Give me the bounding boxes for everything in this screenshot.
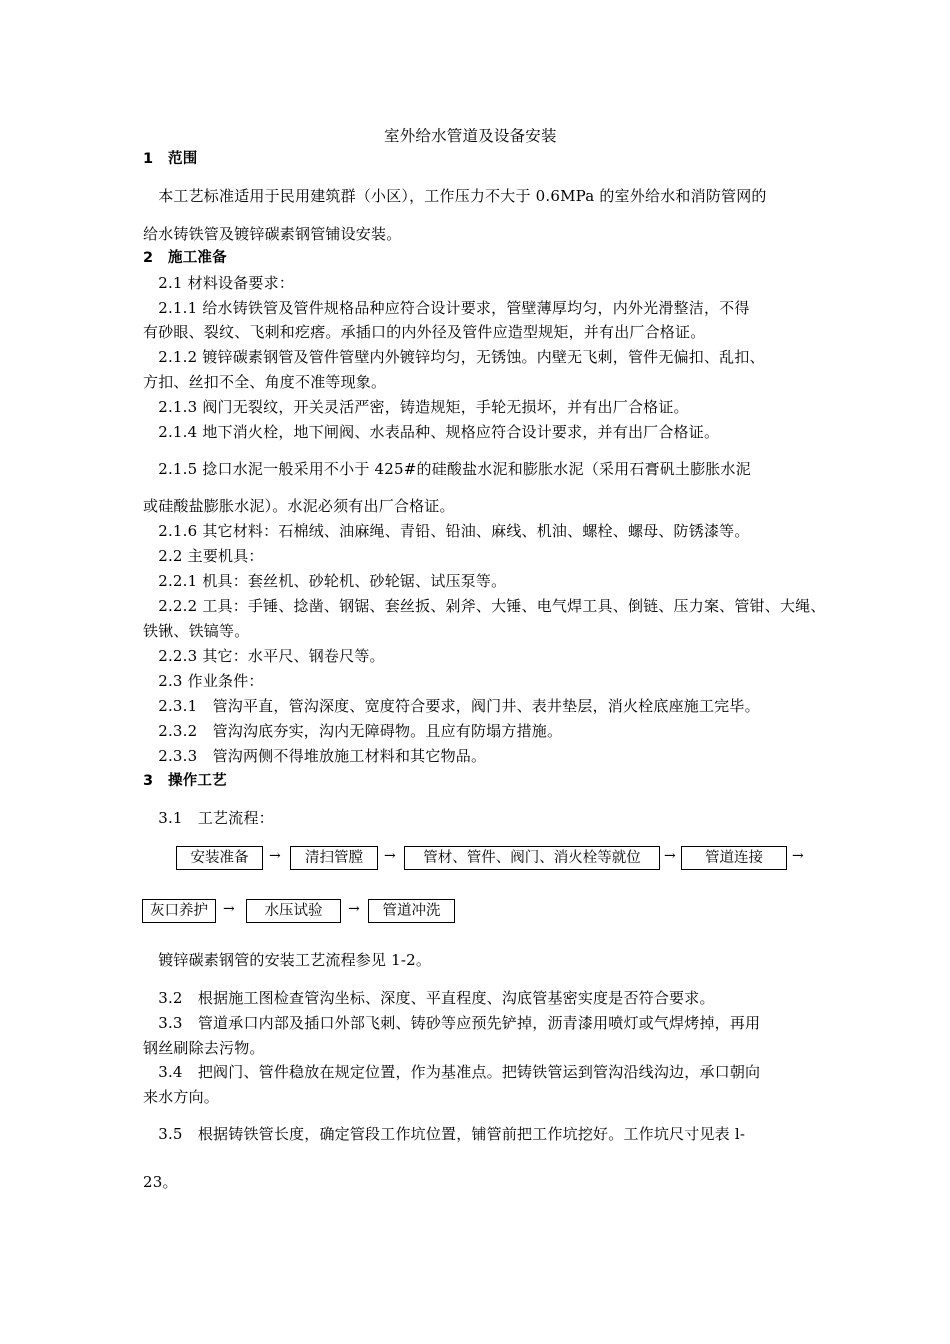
paragraph-line: 3.4 把阀门、管件稳放在规定位置，作为基准点。把铸铁管运到管沟沿线沟边，承口朝向 <box>143 1063 761 1081</box>
flow-step-position: 管材、管件、阀门、消火栓等就位 <box>404 846 660 870</box>
paragraph-line: 或硅酸盐膨胀水泥）。水泥必须有出厂合格证。 <box>143 497 455 515</box>
paragraph-line: 3.3 管道承口内部及插口外部飞刺、铸砂等应预先铲掉，沥青漆用喷灯或气焊烤掉，再用 <box>143 1014 761 1032</box>
paragraph-line: 给水铸铁管及镀锌碳素钢管铺设安装。 <box>143 225 402 243</box>
paragraph-line: 3.1 工艺流程： <box>143 809 274 827</box>
paragraph-line: 方扣、丝扣不全、角度不准等现象。 <box>143 373 387 391</box>
page-title: 室外给水管道及设备安装 <box>384 127 557 145</box>
section-heading-3: 3 操作工艺 <box>143 773 227 789</box>
paragraph-line: 2.1.4 地下消火栓，地下闸阀、水表品种、规格应符合设计要求，并有出厂合格证。 <box>143 423 720 441</box>
paragraph-line: 2.1 材料设备要求： <box>143 274 295 292</box>
paragraph-line: 3.2 根据施工图检查管沟坐标、深度、平直程度、沟底管基密实度是否符合要求。 <box>143 989 715 1007</box>
paragraph-line: 本工艺标准适用于民用建筑群（小区），工作压力不大于 0.6MPa 的室外给水和消防管网的 <box>143 187 767 205</box>
flow-arrow: → <box>384 848 396 864</box>
flow-arrow: → <box>664 848 676 864</box>
paragraph-line: 2.2 主要机具： <box>143 547 264 565</box>
paragraph-line: 2.2.3 其它：水平尺、钢卷尺等。 <box>143 647 385 665</box>
paragraph-line: 2.3.3 管沟两侧不得堆放施工材料和其它物品。 <box>143 747 487 765</box>
paragraph-line: 2.1.1 给水铸铁管及管件规格品种应符合设计要求，管壁薄厚均匀，内外光滑整洁，不得 <box>143 299 750 317</box>
flow-step-flush: 管道冲洗 <box>368 899 455 923</box>
flow-arrow: → <box>223 901 235 917</box>
paragraph-line: 镀锌碳素钢管的安装工艺流程参见 1-2。 <box>143 951 432 969</box>
paragraph-line: 来水方向。 <box>143 1088 220 1106</box>
flow-step-curing: 灰口养护 <box>142 899 216 923</box>
paragraph-line: 23。 <box>143 1173 178 1191</box>
paragraph-line: 2.2.1 机具：套丝机、砂轮机、砂轮锯、试压泵等。 <box>143 572 507 590</box>
paragraph-line: 2.1.3 阀门无裂纹，开关灵活严密，铸造规矩，手轮无损坏，并有出厂合格证。 <box>143 398 689 416</box>
flow-step-connect: 管道连接 <box>681 846 787 870</box>
flow-step-pressure-test: 水压试验 <box>246 899 341 923</box>
paragraph-line: 2.2.2 工具：手锤、捻凿、钢锯、套丝扳、剁斧、大锤、电气焊工具、倒链、压力案、管钳、大绳、 <box>143 597 826 615</box>
flow-step-clean-pipe: 清扫管膛 <box>290 846 378 870</box>
paragraph-line: 有砂眼、裂纹、飞刺和疙瘩。承插口的内外径及管件应造型规矩，并有出厂合格证。 <box>143 323 706 341</box>
paragraph-line: 钢丝刷除去污物。 <box>143 1039 265 1057</box>
paragraph-line: 3.5 根据铸铁管长度，确定管段工作坑位置，铺管前把工作坑挖好。工作坑尺寸见表 l- <box>143 1125 746 1143</box>
paragraph-line: 铁锹、铁镐等。 <box>143 622 250 640</box>
section-heading-1: 1 范围 <box>143 151 198 167</box>
paragraph-line: 2.3.2 管沟沟底夯实，沟内无障碍物。且应有防塌方措施。 <box>143 722 563 740</box>
section-heading-2: 2 施工准备 <box>143 250 227 266</box>
flow-arrow: → <box>792 848 804 864</box>
flow-step-prepare: 安装准备 <box>176 846 263 870</box>
paragraph-line: 2.1.6 其它材料：石棉绒、油麻绳、青铅、铅油、麻线、机油、螺栓、螺母、防锈漆等。 <box>143 522 750 540</box>
paragraph-line: 2.3.1 管沟平直，管沟深度、宽度符合要求，阀门井、表井垫层，消火栓底座施工完毕。 <box>143 697 760 715</box>
paragraph-line: 2.1.5 捻口水泥一般采用不小于 425#的硅酸盐水泥和膨胀水泥（采用石膏矾土膨胀水泥 <box>143 460 751 478</box>
paragraph-line: 2.1.2 镀锌碳素钢管及管件管壁内外镀锌均匀，无锈蚀。内壁无飞刺，管件无偏扣、乱扣、 <box>143 348 765 366</box>
paragraph-line: 2.3 作业条件： <box>143 672 264 690</box>
flow-arrow: → <box>269 848 281 864</box>
flow-arrow: → <box>348 901 360 917</box>
